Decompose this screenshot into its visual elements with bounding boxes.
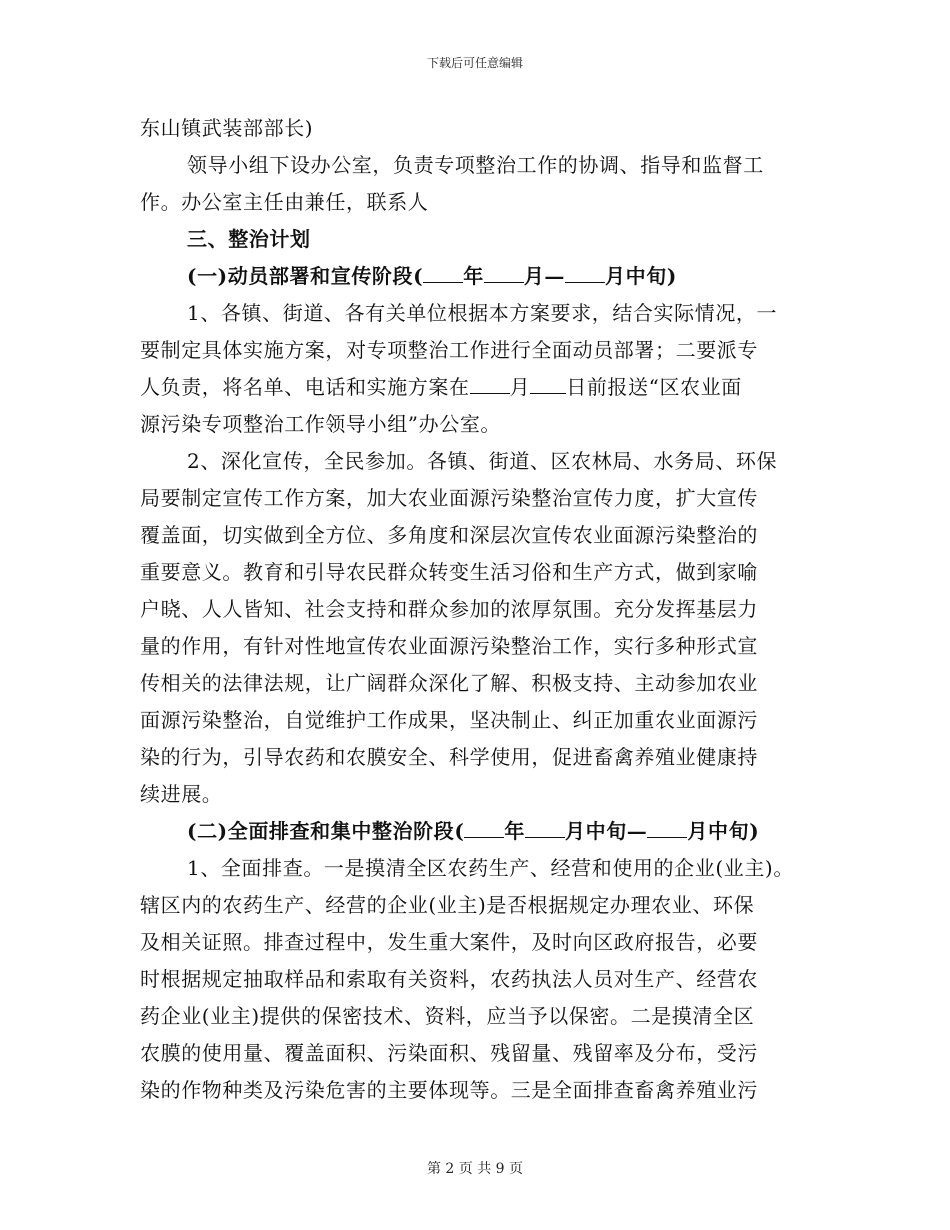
fill-blank <box>565 258 605 283</box>
fill-blank <box>647 813 687 838</box>
page-header: 下载后可任意编辑 <box>426 56 523 70</box>
heading-text: (一)动员部署和宣传阶段( <box>187 264 424 288</box>
paragraph-line: 染的行为，引导农药和农膜安全、科学使用，促进畜禽养殖业健康持 <box>140 745 758 769</box>
paragraph-text: 人负责，将名单、电话和实施方案在 <box>140 375 470 399</box>
fill-blank <box>470 369 510 394</box>
fill-blank <box>484 258 524 283</box>
paragraph-line: 1、各镇、街道、各有关单位根据本方案要求，结合实际情况，一 <box>187 301 778 325</box>
heading-text: 月中旬— <box>565 819 648 843</box>
heading-text: 年 <box>504 819 525 843</box>
paragraph-line: 2、深化宣传，全民参加。各镇、街道、区农林局、水务局、环保 <box>187 449 778 473</box>
paragraph-line: 作。办公室主任由兼任，联系人 <box>140 190 429 214</box>
subsection-heading <box>140 813 820 850</box>
paragraph-line <box>140 369 820 406</box>
heading-text: 月中旬) <box>605 264 677 288</box>
fill-blank <box>464 813 504 838</box>
paragraph-line: 1、全面排查。一是摸清全区农药生产、经营和使用的企业(业主)。 <box>187 856 794 880</box>
paragraph-text: 月 <box>509 375 531 399</box>
paragraph-line: 面源污染整治，自觉维护工作成果，坚决制止、纠正加重农业面源污 <box>140 708 758 732</box>
paragraph-line: 农膜的使用量、覆盖面积、污染面积、残留量、残留率及分布，受污 <box>140 1041 758 1065</box>
fill-blank <box>530 369 566 394</box>
paragraph-line: 东山镇武装部部长) <box>140 116 314 140</box>
paragraph-line: 户晓、人人皆知、社会支持和群众参加的浓厚氛围。充分发挥基层力 <box>140 597 758 621</box>
paragraph-line: 及相关证照。排查过程中，发生重大案件，及时向区政府报告，必要 <box>140 930 758 954</box>
paragraph-line: 覆盖面，切实做到全方位、多角度和深层次宣传农业面源污染整治的 <box>140 523 758 547</box>
page-number: 第 2 页 共 9 页 <box>426 1161 524 1177</box>
paragraph-line: 源污染专项整治工作领导小组”办公室。 <box>140 412 502 436</box>
fill-blank <box>423 258 463 283</box>
paragraph-line: 局要制定宣传工作方案，加大农业面源污染整治宣传力度，扩大宣传 <box>140 486 758 510</box>
paragraph-line: 要制定具体实施方案，对专项整治工作进行全面动员部署；二要派专 <box>140 338 758 362</box>
section-heading: 三、整治计划 <box>187 227 311 251</box>
heading-text: 月— <box>523 264 566 288</box>
paragraph-line: 续进展。 <box>140 782 223 806</box>
paragraph-line: 时根据规定抽取样品和索取有关资料，农药执法人员对生产、经营农 <box>140 967 758 991</box>
document-body <box>140 110 820 1109</box>
paragraph-line: 辖区内的农药生产、经营的企业(业主)是否根据规定办理农业、环保 <box>140 893 755 917</box>
paragraph-line: 染的作物种类及污染危害的主要体现等。三是全面排查畜禽养殖业污 <box>140 1078 758 1102</box>
paragraph-line: 传相关的法律法规，让广阔群众深化了解、积极支持、主动参加农业 <box>140 671 758 695</box>
paragraph-text: 日前报送“区农业面 <box>566 375 742 399</box>
heading-text: 年 <box>463 264 484 288</box>
fill-blank <box>525 813 565 838</box>
heading-text: (二)全面排查和集中整治阶段( <box>187 819 465 843</box>
paragraph-line: 量的作用，有针对性地宣传农业面源污染整治工作，实行多种形式宣 <box>140 634 758 658</box>
subsection-heading <box>140 258 820 295</box>
paragraph-line: 重要意义。教育和引导农民群众转变生活习俗和生产方式，做到家喻 <box>140 560 758 584</box>
paragraph-line: 领导小组下设办公室，负责专项整治工作的协调、指导和监督工 <box>187 153 764 177</box>
heading-text: 月中旬) <box>687 819 760 843</box>
paragraph-line: 药企业(业主)提供的保密技术、资料，应当予以保密。二是摸清全区 <box>140 1004 755 1028</box>
